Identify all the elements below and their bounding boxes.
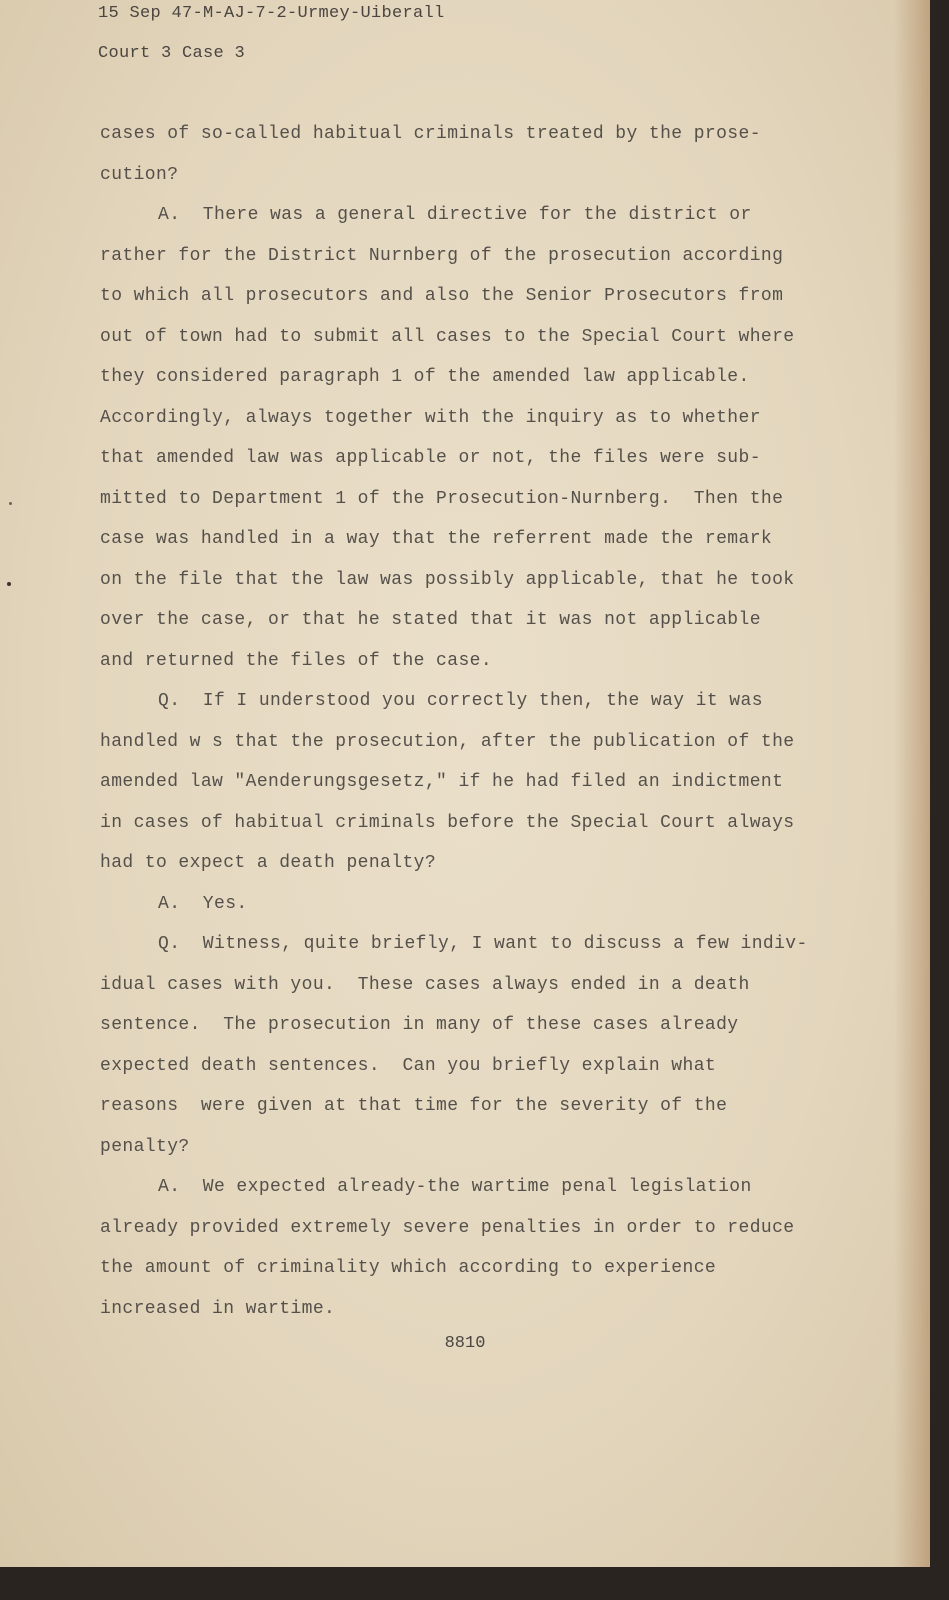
text-line: had to expect a death penalty? (100, 853, 437, 873)
page-edge-shadow (894, 0, 930, 1567)
text-line: to which all prosecutors and also the Senior Prosecutors from (100, 286, 784, 306)
text-line: out of town had to submit all cases to the Special Court where (100, 326, 795, 347)
text-line: sentence. The prosecution in many of these cases already (100, 1015, 739, 1035)
text-line: on the file that the law was possibly applicable, that he took (100, 569, 795, 590)
text-line: already provided extremely severe penalties in order to reduce (100, 1217, 795, 1238)
text-line: cution? (100, 164, 179, 185)
header-court-case: Court 3 Case 3 (98, 44, 246, 63)
text-line: expected death sentences. Can you briefly explain what (100, 1055, 717, 1076)
text-line: over the case, or that he stated that it was not applicable (100, 610, 761, 630)
text-line: idual cases with you. These cases always ended in a death (100, 974, 750, 995)
text-line: handled w s that the prosecution, after the publication of the (100, 731, 795, 752)
text-line: amended law "Aenderungsgesetz," if he had filed an indictment (100, 772, 784, 792)
text-line: Q. Witness, quite briefly, I want to discuss a few indiv- (158, 934, 808, 954)
text-line: A. There was a general directive for the district or (158, 205, 752, 225)
transcript-body (100, 114, 870, 1329)
text-line: mitted to Department 1 of the Prosecution-Nurnberg. Then the (100, 488, 784, 509)
margin-mark (7, 582, 11, 586)
text-line: in cases of habitual criminals before the Special Court always (100, 812, 795, 833)
text-line: and returned the files of the case. (100, 650, 493, 671)
text-line: that amended law was applicable or not, the files were sub- (100, 448, 761, 468)
text-line: Q. If I understood you correctly then, the way it was (158, 691, 763, 711)
text-line: Accordingly, always together with the inquiry as to whether (100, 407, 761, 428)
text-line: case was handled in a way that the referrent made the remark (100, 529, 773, 549)
text-line: rather for the District Nurnberg of the prosecution according (100, 245, 784, 266)
header-reference: 15 Sep 47-M-AJ-7-2-Urmey-Uiberall (98, 4, 445, 23)
margin-mark (9, 502, 12, 505)
text-line: penalty? (100, 1136, 190, 1157)
text-line: A. Yes. (158, 893, 248, 914)
text-line: increased in wartime. (100, 1298, 336, 1319)
text-line: reasons were given at that time for the severity of the (100, 1096, 728, 1116)
text-line: they considered paragraph 1 of the amended law applicable. (100, 367, 750, 387)
text-line: the amount of criminality which according to experience (100, 1258, 717, 1278)
text-line: A. We expected already-the wartime penal legislation (158, 1177, 752, 1197)
page-number: 8810 (444, 1334, 486, 1353)
text-line: cases of so-called habitual criminals treated by the prose- (100, 124, 761, 144)
